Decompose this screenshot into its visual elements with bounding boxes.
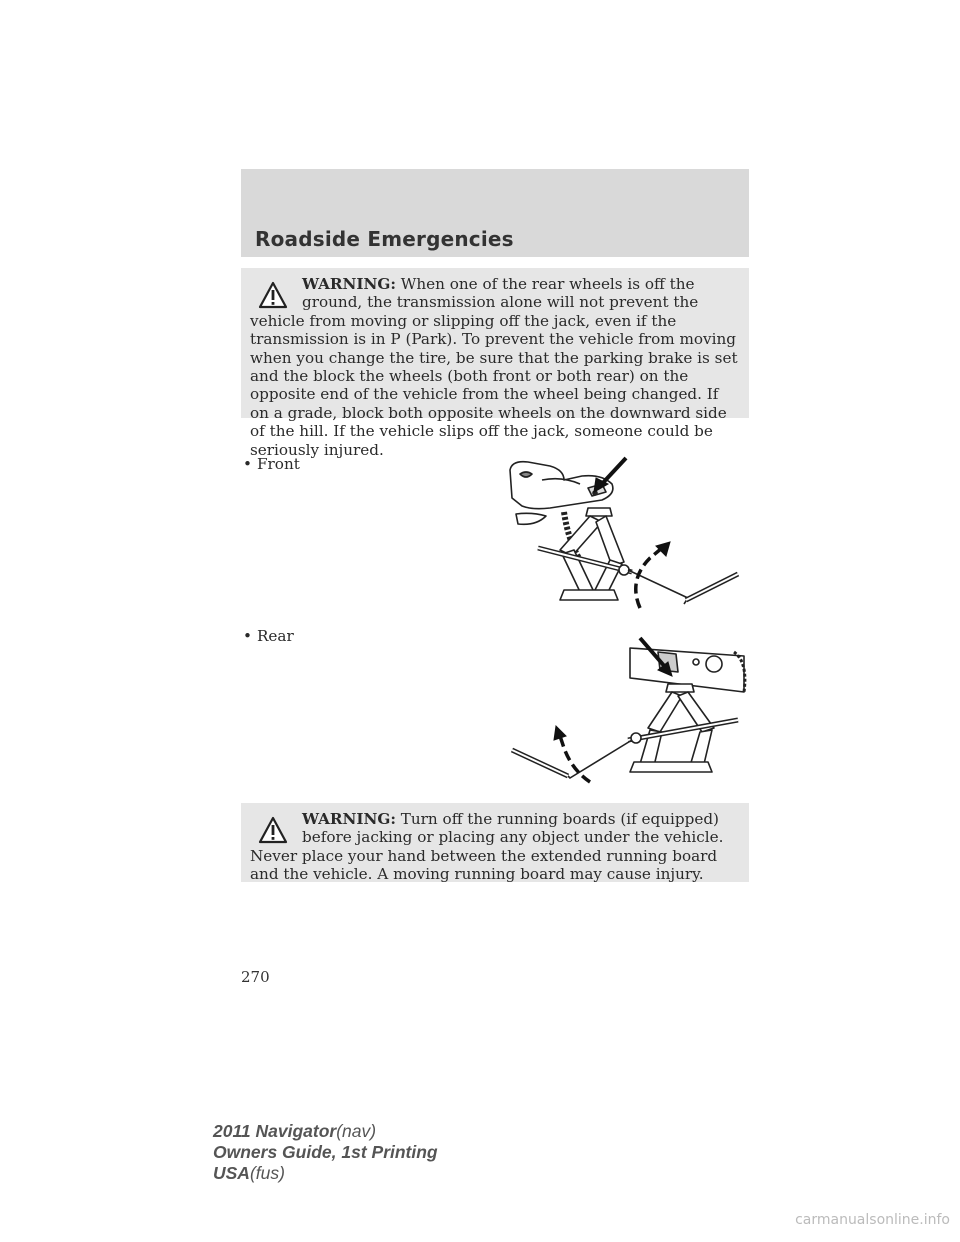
warning-box-running-boards xyxy=(241,803,749,882)
footer-model: 2011 Navigator xyxy=(213,1121,337,1141)
footer-line-1 xyxy=(213,1121,438,1142)
bullet-symbol: • xyxy=(243,627,252,645)
rear-jack-illustration xyxy=(508,632,748,784)
front-jack-illustration xyxy=(502,450,742,615)
section-header xyxy=(241,169,749,257)
footer-market-code: (fus) xyxy=(249,1163,285,1183)
warning-label: WARNING: xyxy=(302,810,396,828)
bullet-rear xyxy=(243,627,294,645)
footer-model-code: (nav) xyxy=(336,1121,377,1141)
warning-triangle-icon xyxy=(258,816,288,844)
warning-text: When one of the rear wheels is off the ground, the transmission alone will not prevent the vehicle from moving or slipping off the jack, even if the transmission is in P (Park). To prevent the vehicle from moving when you change the tire, be sure that the parking brake is set and the block the wheels (both front or both rear) on the opposite end of the vehicle from the wheel being changed. If on a grade, block both opposite wheels on the downward side of the hill. If the vehicle slips off the jack, someone could be seriously injured. xyxy=(250,275,738,459)
bullet-front xyxy=(243,455,300,473)
footer-line-2 xyxy=(213,1142,438,1163)
warning-triangle-icon xyxy=(258,281,288,309)
footer-market: USA xyxy=(213,1163,250,1183)
watermark: carmanualsonline.info xyxy=(795,1212,950,1228)
warning-box-rear-wheels xyxy=(241,268,749,459)
document-footer xyxy=(213,1121,438,1184)
footer-line-3 xyxy=(213,1163,438,1184)
section-title: Roadside Emergencies xyxy=(255,227,514,251)
bullet-symbol: • xyxy=(243,455,252,473)
footer-edition: Owners Guide, 1st Printing xyxy=(213,1142,438,1162)
warning-label: WARNING: xyxy=(302,275,396,293)
bullet-label: Rear xyxy=(257,627,294,645)
warning-text: Turn off the running boards (if equipped) before jacking or placing any object under the vehicle. Never place your hand between the extended running board and the vehicle. A moving running board may cause injury. xyxy=(250,810,724,884)
bullet-label: Front xyxy=(257,455,300,473)
page-number: 270 xyxy=(241,968,270,986)
